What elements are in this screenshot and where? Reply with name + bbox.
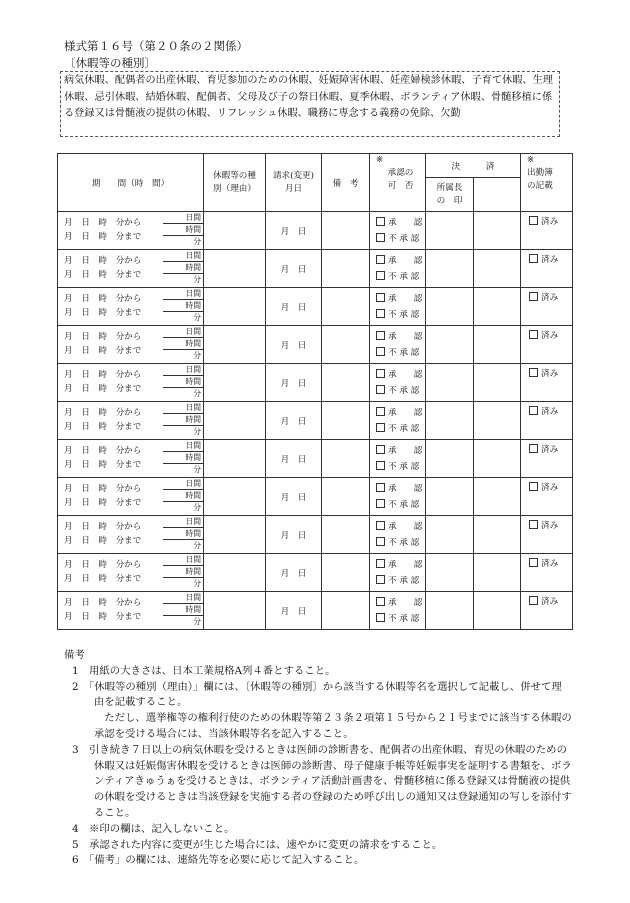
blank-cell[interactable]: [474, 440, 521, 478]
approve-checkbox[interactable]: [376, 559, 385, 568]
remark-item: 4 ※印の欄は、記入しないこと。: [72, 822, 235, 835]
disapprove-checkbox[interactable]: [376, 461, 385, 470]
period-from: 月 日 時 分から: [64, 256, 142, 266]
period-from: 月 日 時 分から: [64, 294, 142, 304]
period-from: 月 日 時 分から: [64, 370, 142, 380]
attendance-cell: 済み: [521, 402, 573, 440]
period-cell[interactable]: [58, 364, 204, 402]
done-checkbox[interactable]: [529, 596, 538, 605]
table-row: [58, 326, 573, 364]
request-date-cell[interactable]: 月 日: [266, 250, 322, 288]
period-to: 月 日 時 分まで: [64, 574, 142, 584]
period-from: 月 日 時 分から: [64, 484, 142, 494]
disapprove-checkbox[interactable]: [376, 271, 385, 280]
approval-cell: 承 認 不 承 認: [370, 250, 426, 288]
unit-day: 日間: [185, 479, 201, 488]
period-cell[interactable]: [58, 326, 204, 364]
period-cell[interactable]: [58, 478, 204, 516]
request-date-cell[interactable]: 月 日: [266, 288, 322, 326]
period-from: 月 日 時 分から: [64, 560, 142, 570]
unit-hour: 時間: [185, 529, 201, 538]
table-row: [58, 402, 573, 440]
header-period: 期 間（時 間）: [58, 154, 204, 212]
done-checkbox[interactable]: [529, 216, 538, 225]
approval-cell: 承 認 不 承 認: [370, 554, 426, 592]
approval-cell: 承 認 不 承 認: [370, 326, 426, 364]
dept-seal-cell[interactable]: [426, 326, 474, 364]
kind-cell[interactable]: [204, 478, 266, 516]
table-row: [58, 554, 573, 592]
remarks-section: [64, 648, 572, 869]
table-row: [58, 288, 573, 326]
kind-cell[interactable]: [204, 440, 266, 478]
unit-day: 日間: [185, 593, 201, 602]
request-date-cell[interactable]: 月 日: [266, 516, 322, 554]
approve-checkbox[interactable]: [376, 521, 385, 530]
remark-item: 2 「休暇等の種別（理由）」欄には、〔休暇等の種別〕から該当する休暇等名を選択して記載し、併せて理由を記載すること。: [72, 680, 562, 709]
kind-cell[interactable]: [204, 250, 266, 288]
period-cell[interactable]: [58, 212, 204, 250]
blank-cell[interactable]: [474, 516, 521, 554]
unit-minute: 分: [193, 351, 201, 360]
unit-hour: 時間: [185, 225, 201, 234]
table-row: [58, 478, 573, 516]
unit-hour: 時間: [185, 491, 201, 500]
attendance-cell: 済み: [521, 364, 573, 402]
unit-hour: 時間: [185, 415, 201, 424]
period-to: 月 日 時 分まで: [64, 422, 142, 432]
period-from: 月 日 時 分から: [64, 332, 142, 342]
period-to: 月 日 時 分まで: [64, 498, 142, 508]
approval-cell: 承 認 不 承 認: [370, 402, 426, 440]
approval-cell: 承 認 不 承 認: [370, 364, 426, 402]
unit-minute: 分: [193, 503, 201, 512]
request-date-cell[interactable]: 月 日: [266, 402, 322, 440]
table-row: [58, 440, 573, 478]
approve-checkbox[interactable]: [376, 369, 385, 378]
blank-cell[interactable]: [474, 554, 521, 592]
unit-day: 日間: [185, 251, 201, 260]
header-request-date: 請求(変更) 月日: [266, 154, 322, 212]
blank-cell[interactable]: [474, 402, 521, 440]
attendance-cell: 済み: [521, 440, 573, 478]
dept-seal-cell[interactable]: [426, 440, 474, 478]
period-to: 月 日 時 分まで: [64, 270, 142, 280]
leave-table: [57, 153, 573, 630]
kind-cell[interactable]: [204, 364, 266, 402]
approval-cell: 承 認 不 承 認: [370, 592, 426, 630]
table-row: [58, 212, 573, 250]
remark-item: 3 引き続き７日以上の病気休暇を受けるときは医師の診断書を、配偶者の出産休暇、育児の休暇のための休暇又は妊娠傷害休暇を受けるときは医師の診断書、母子健康手帳等妊娠事実を証明する書類を、ボランティアきゅうぁを受けるときは、ボランティア活動計画書を、骨髄移植に係る登録又は骨髄液の提供の休暇を受けるときは当該登録を実施する者の登録のため呼び出しの通知又は登録通知の写しを添付すること。: [72, 743, 572, 819]
dept-seal-cell[interactable]: [426, 516, 474, 554]
done-checkbox[interactable]: [529, 292, 538, 301]
remarks-cell[interactable]: [322, 212, 370, 250]
header-attendance: ※ 出勤簿 の記載: [521, 154, 573, 212]
kind-cell[interactable]: [204, 326, 266, 364]
kind-cell[interactable]: [204, 288, 266, 326]
kinds-list: 病気休暇、配偶者の出産休暇、育児参加のための休暇、妊娠障害休暇、妊産婦検診休暇、子育て休暇、生理休暇、忌引休暇、結婚休暇、配偶者、父母及び子の祭日休暇、夏季休暇、ボランティア休暇、骨髄移植に係る登録又は骨髄液の提供の休暇、リフレッシュ休暇、職務に専念する義務の免除、欠勤: [60, 71, 560, 137]
unit-hour: 時間: [185, 339, 201, 348]
header-dept-seal: 所属長 の 印: [426, 178, 474, 212]
dept-seal-cell[interactable]: [426, 478, 474, 516]
period-from: 月 日 時 分から: [64, 408, 142, 418]
approve-checkbox[interactable]: [376, 483, 385, 492]
done-checkbox[interactable]: [529, 254, 538, 263]
attendance-cell: 済み: [521, 288, 573, 326]
kind-cell[interactable]: [204, 402, 266, 440]
remarks-cell[interactable]: [322, 288, 370, 326]
unit-minute: 分: [193, 389, 201, 398]
unit-day: 日間: [185, 365, 201, 374]
period-to: 月 日 時 分まで: [64, 612, 142, 622]
kind-cell[interactable]: [204, 592, 266, 630]
blank-cell[interactable]: [474, 592, 521, 630]
unit-hour: 時間: [185, 567, 201, 576]
kind-label: 〔休暇等の種別〕: [64, 56, 156, 70]
unit-day: 日間: [185, 555, 201, 564]
period-from: 月 日 時 分から: [64, 218, 142, 228]
attendance-cell: 済み: [521, 554, 573, 592]
remarks-cell[interactable]: [322, 478, 370, 516]
unit-minute: 分: [193, 313, 201, 322]
approval-cell: 承 認 不 承 認: [370, 516, 426, 554]
unit-day: 日間: [185, 441, 201, 450]
dept-seal-cell[interactable]: [426, 212, 474, 250]
remark-item: 5 承認された内容に変更が生じた場合には、速やかに変更の請求をすること。: [72, 838, 443, 851]
approve-checkbox[interactable]: [376, 445, 385, 454]
done-checkbox[interactable]: [529, 368, 538, 377]
attendance-cell: 済み: [521, 326, 573, 364]
unit-hour: 時間: [185, 263, 201, 272]
blank-cell[interactable]: [474, 326, 521, 364]
unit-minute: 分: [193, 579, 201, 588]
disapprove-checkbox[interactable]: [376, 233, 385, 242]
remark-item: 6 「備考」の欄には、連絡先等を必要に応じて記入すること。: [72, 854, 365, 867]
done-checkbox[interactable]: [529, 444, 538, 453]
done-checkbox[interactable]: [529, 558, 538, 567]
remarks-cell[interactable]: [322, 364, 370, 402]
period-to: 月 日 時 分まで: [64, 536, 142, 546]
request-date-cell[interactable]: 月 日: [266, 478, 322, 516]
blank-cell[interactable]: [474, 364, 521, 402]
unit-minute: 分: [193, 275, 201, 284]
header-approval: ※ 承認の 可 否: [370, 154, 426, 212]
form-title: 様式第１６号（第２０条の２関係）: [64, 39, 248, 53]
disapprove-checkbox[interactable]: [376, 347, 385, 356]
period-to: 月 日 時 分まで: [64, 346, 142, 356]
attendance-cell: 済み: [521, 516, 573, 554]
period-cell[interactable]: [58, 250, 204, 288]
period-cell[interactable]: [58, 554, 204, 592]
period-cell[interactable]: [58, 288, 204, 326]
approve-checkbox[interactable]: [376, 255, 385, 264]
blank-cell[interactable]: [474, 478, 521, 516]
remark-item: ただし、選挙権等の権利行使のための休暇等第２３条２項第１５号から２１号までに該当する休暇の承認を受ける場合には、当該休暇等名を記入すること。: [93, 712, 572, 740]
unit-hour: 時間: [185, 453, 201, 462]
attendance-cell: 済み: [521, 592, 573, 630]
remarks-cell[interactable]: [322, 250, 370, 288]
dept-seal-cell[interactable]: [426, 402, 474, 440]
dept-seal-cell[interactable]: [426, 364, 474, 402]
unit-minute: 分: [193, 237, 201, 246]
attendance-cell: 済み: [521, 250, 573, 288]
period-cell[interactable]: [58, 516, 204, 554]
request-date-cell[interactable]: 月 日: [266, 554, 322, 592]
remarks-cell[interactable]: [322, 440, 370, 478]
dept-seal-cell[interactable]: [426, 288, 474, 326]
remarks-cell[interactable]: [322, 516, 370, 554]
request-date-cell[interactable]: 月 日: [266, 592, 322, 630]
remarks-heading: 備考: [64, 649, 85, 661]
blank-cell[interactable]: [474, 250, 521, 288]
kind-cell[interactable]: [204, 516, 266, 554]
period-from: 月 日 時 分から: [64, 522, 142, 532]
request-date-cell[interactable]: 月 日: [266, 212, 322, 250]
unit-day: 日間: [185, 289, 201, 298]
attendance-cell: 済み: [521, 478, 573, 516]
approve-checkbox[interactable]: [376, 293, 385, 302]
disapprove-checkbox[interactable]: [376, 309, 385, 318]
dept-seal-cell[interactable]: [426, 592, 474, 630]
period-to: 月 日 時 分まで: [64, 384, 142, 394]
disapprove-checkbox[interactable]: [376, 385, 385, 394]
unit-day: 日間: [185, 213, 201, 222]
unit-minute: 分: [193, 617, 201, 626]
dept-seal-cell[interactable]: [426, 250, 474, 288]
table-row: [58, 250, 573, 288]
header-blank: [474, 178, 521, 212]
approval-cell: 承 認 不 承 認: [370, 478, 426, 516]
done-checkbox[interactable]: [529, 482, 538, 491]
disapprove-checkbox[interactable]: [376, 537, 385, 546]
approval-cell: 承 認 不 承 認: [370, 440, 426, 478]
dept-seal-cell[interactable]: [426, 554, 474, 592]
attendance-cell: 済み: [521, 212, 573, 250]
unit-day: 日間: [185, 403, 201, 412]
period-to: 月 日 時 分まで: [64, 308, 142, 318]
remarks-cell[interactable]: [322, 554, 370, 592]
blank-cell[interactable]: [474, 212, 521, 250]
kind-cell[interactable]: [204, 212, 266, 250]
unit-day: 日間: [185, 327, 201, 336]
header-remarks: 備 考: [322, 154, 370, 212]
period-from: 月 日 時 分から: [64, 446, 142, 456]
remarks-cell[interactable]: [322, 592, 370, 630]
approve-checkbox[interactable]: [376, 217, 385, 226]
disapprove-checkbox[interactable]: [376, 613, 385, 622]
header-kind: 休暇等の種 別（理由）: [204, 154, 266, 212]
disapprove-checkbox[interactable]: [376, 575, 385, 584]
approve-checkbox[interactable]: [376, 597, 385, 606]
disapprove-checkbox[interactable]: [376, 499, 385, 508]
unit-minute: 分: [193, 465, 201, 474]
approval-cell: 承 認 不 承 認: [370, 212, 426, 250]
approval-cell: 承 認 不 承 認: [370, 288, 426, 326]
remark-item: 1 用紙の大きさは、日本工業規格A列４番とすること。: [72, 664, 336, 677]
unit-hour: 時間: [185, 605, 201, 614]
approve-checkbox[interactable]: [376, 407, 385, 416]
request-date-cell[interactable]: 月 日: [266, 326, 322, 364]
period-cell[interactable]: [58, 440, 204, 478]
blank-cell[interactable]: [474, 288, 521, 326]
period-cell[interactable]: [58, 592, 204, 630]
request-date-cell[interactable]: 月 日: [266, 440, 322, 478]
disapprove-checkbox[interactable]: [376, 423, 385, 432]
request-date-cell[interactable]: 月 日: [266, 364, 322, 402]
remarks-cell[interactable]: [322, 402, 370, 440]
kind-cell[interactable]: [204, 554, 266, 592]
done-checkbox[interactable]: [529, 520, 538, 529]
table-row: [58, 364, 573, 402]
unit-minute: 分: [193, 427, 201, 436]
unit-day: 日間: [185, 517, 201, 526]
period-from: 月 日 時 分から: [64, 598, 142, 608]
period-to: 月 日 時 分まで: [64, 232, 142, 242]
table-row: [58, 516, 573, 554]
unit-hour: 時間: [185, 377, 201, 386]
table-row: [58, 592, 573, 630]
unit-hour: 時間: [185, 301, 201, 310]
header-decision: 決 済: [426, 154, 521, 178]
done-checkbox[interactable]: [529, 406, 538, 415]
unit-minute: 分: [193, 541, 201, 550]
remarks-cell[interactable]: [322, 326, 370, 364]
done-checkbox[interactable]: [529, 330, 538, 339]
period-cell[interactable]: [58, 402, 204, 440]
approve-checkbox[interactable]: [376, 331, 385, 340]
period-to: 月 日 時 分まで: [64, 460, 142, 470]
